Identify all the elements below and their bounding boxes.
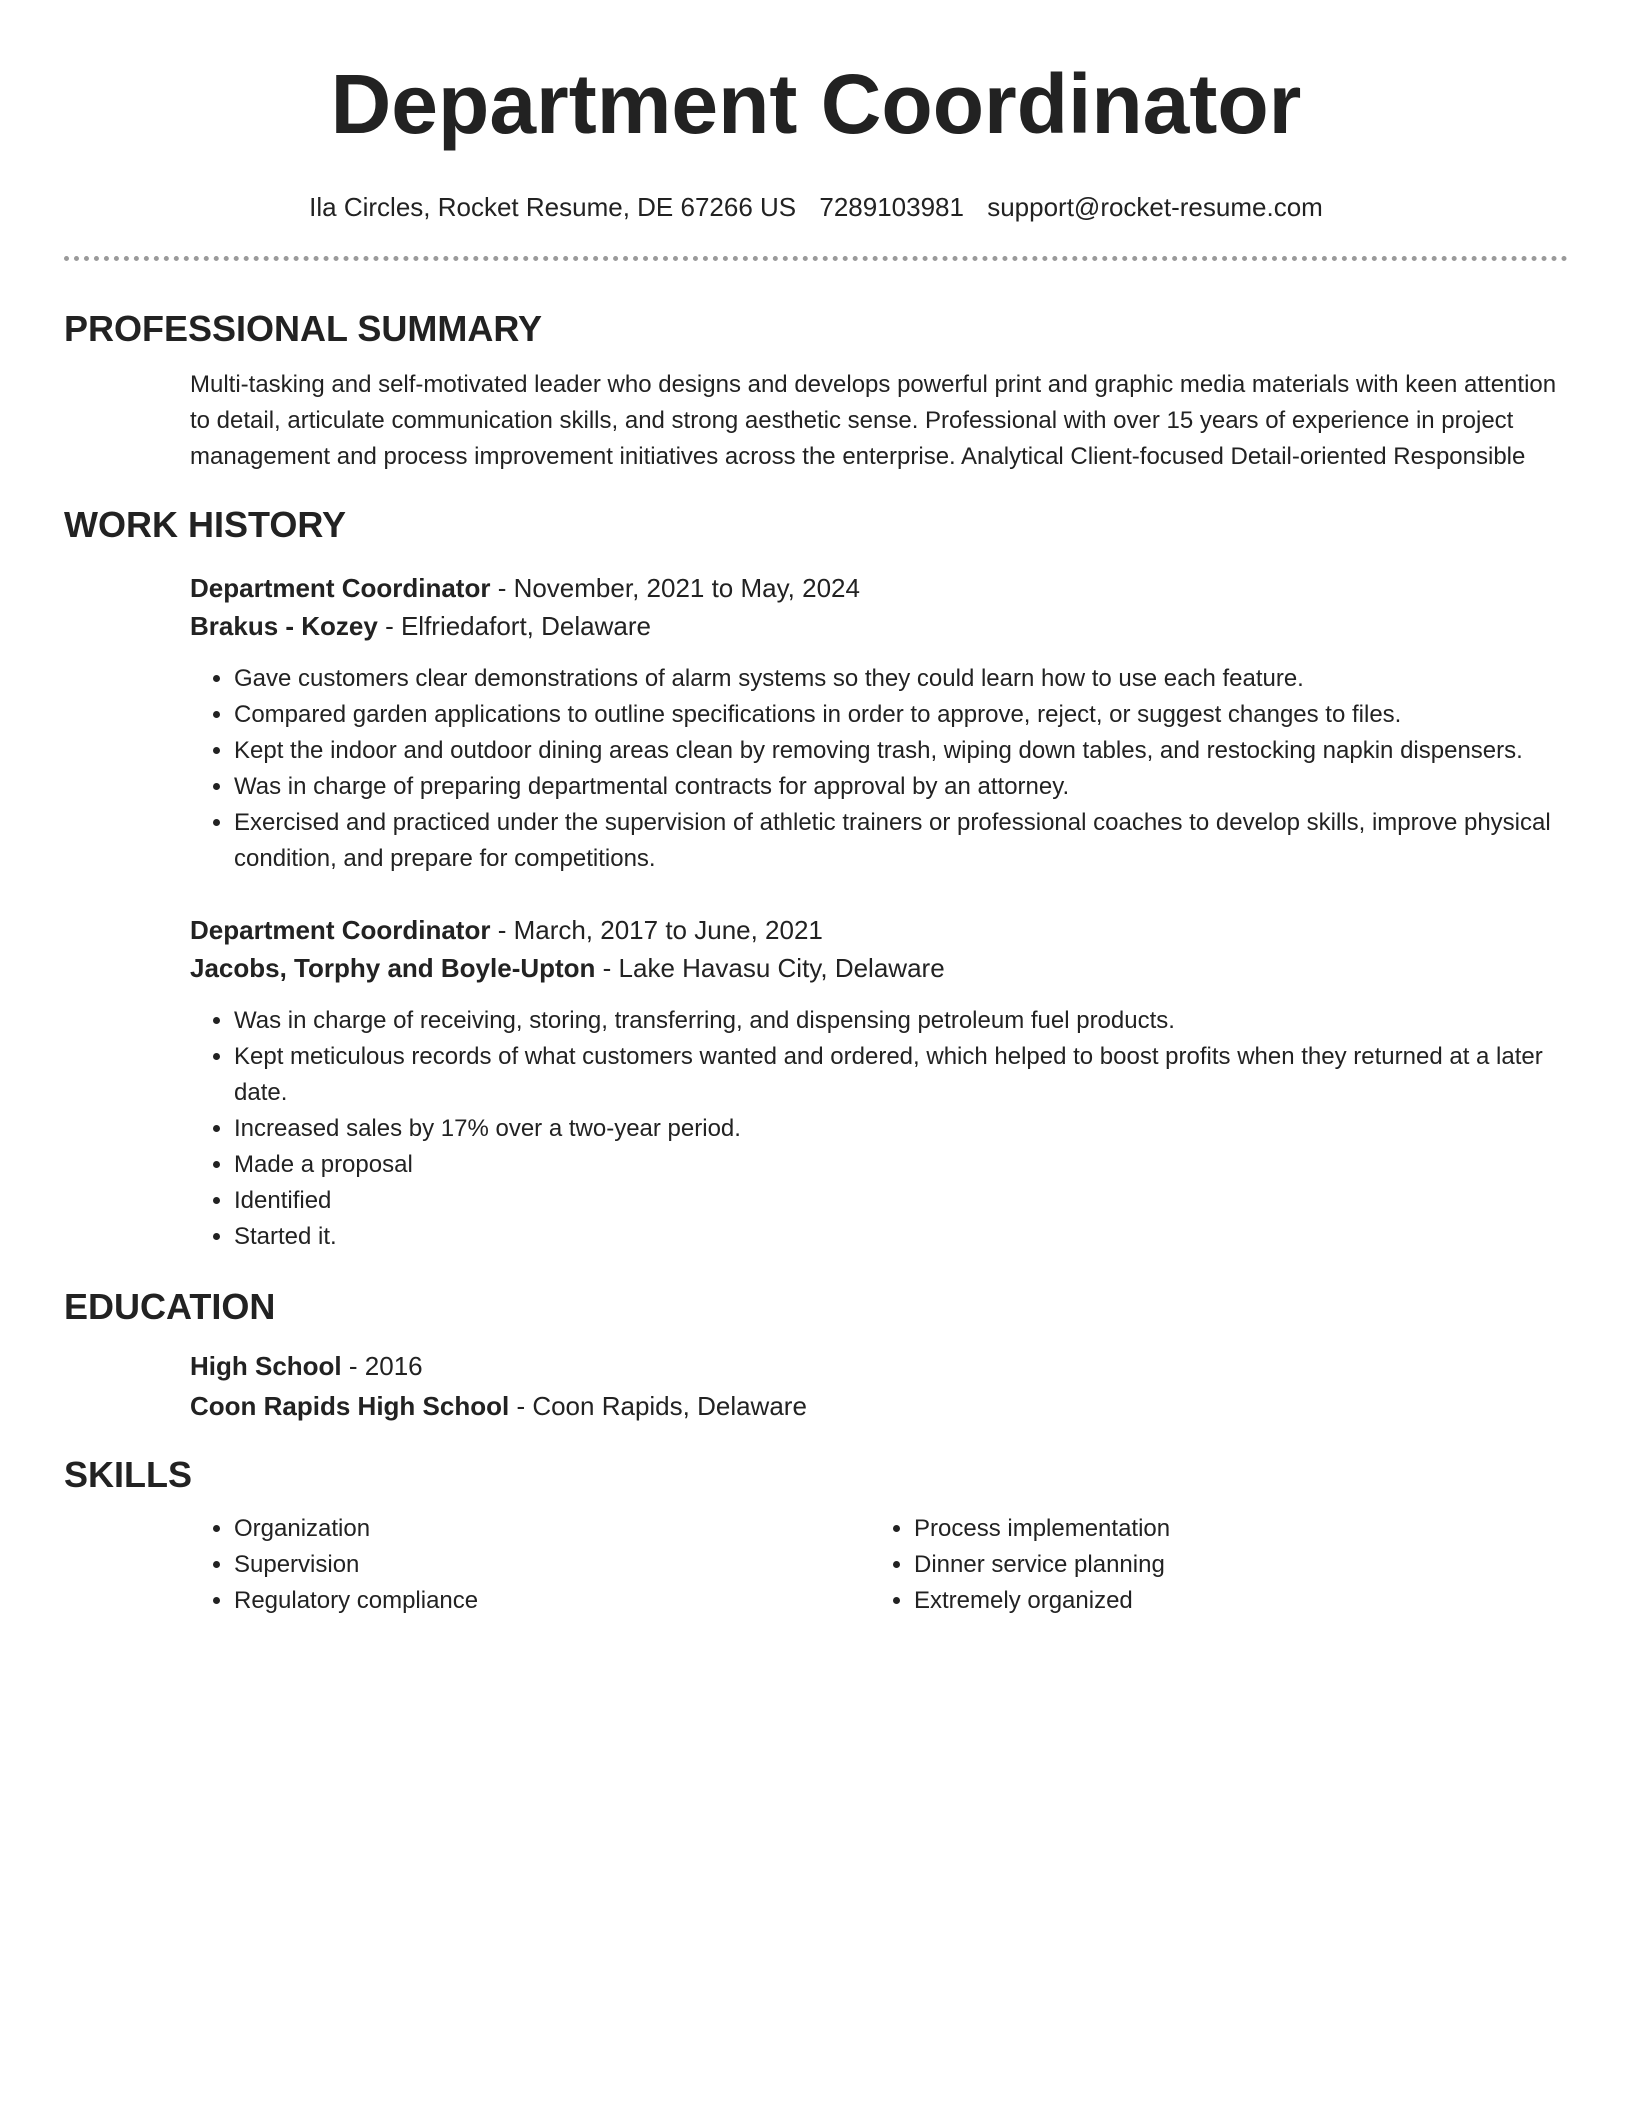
summary-heading: PROFESSIONAL SUMMARY (64, 308, 543, 349)
skill-item: • Regulatory compliance (234, 1583, 870, 1619)
education-degree: High School (190, 1351, 342, 1381)
job-bullets (190, 661, 1568, 877)
job-dates: - March, 2017 to June, 2021 (490, 915, 823, 945)
job-dates: - November, 2021 to May, 2024 (490, 573, 860, 603)
skill-item: • Process implementation (914, 1511, 1550, 1547)
education-year: - 2016 (341, 1351, 423, 1381)
skill-item: • Extremely organized (914, 1583, 1550, 1619)
skills-heading: SKILLS (64, 1454, 193, 1495)
job-title-line (190, 569, 1568, 607)
header-divider (64, 256, 1568, 261)
education-entry (190, 1347, 1568, 1425)
contact-email: support@rocket-resume.com (987, 192, 1323, 222)
job-bullet: • Gave customers clear demonstrations of alarm systems so they could learn how to use each feature. (234, 661, 1568, 697)
job-location: - Lake Havasu City, Delaware (595, 953, 945, 983)
job-location: - Elfriedafort, Delaware (377, 611, 651, 641)
work-history-section (64, 503, 1568, 1255)
resume-page (64, 0, 1568, 1619)
contact-line (64, 190, 1568, 224)
skills-list-left (190, 1511, 870, 1619)
job-entry (190, 911, 1568, 1255)
education-location: - Coon Rapids, Delaware (509, 1391, 807, 1421)
candidate-name: Department Coordinator (330, 57, 1302, 151)
job-company-line (190, 607, 1568, 645)
job-bullet: • Increased sales by 17% over a two-year period. (234, 1111, 1568, 1147)
skills-section (64, 1453, 1568, 1619)
job-company: Jacobs, Torphy and Boyle-Upton (190, 953, 596, 983)
job-bullet: • Started it. (234, 1219, 1568, 1255)
summary-section (64, 307, 1568, 475)
job-role: Department Coordinator (190, 573, 491, 603)
education-school: Coon Rapids High School (190, 1391, 510, 1421)
skills-column-left (190, 1511, 870, 1619)
job-bullet: • Kept meticulous records of what customers wanted and ordered, which helped to boost profits when they returned at a later date. (234, 1039, 1568, 1111)
contact-phone: 7289103981 (819, 192, 964, 222)
education-school-line (190, 1387, 1568, 1425)
job-bullet: • Made a proposal (234, 1147, 1568, 1183)
skills-grid (190, 1511, 1568, 1619)
skill-item: • Dinner service planning (914, 1547, 1550, 1583)
job-title-line (190, 911, 1568, 949)
job-company: Brakus - Kozey (190, 611, 378, 641)
education-degree-line (190, 1347, 1568, 1385)
education-heading: EDUCATION (64, 1286, 276, 1327)
skills-list-right (870, 1511, 1550, 1619)
job-bullet: • Was in charge of receiving, storing, transferring, and dispensing petroleum fuel products. (234, 1003, 1568, 1039)
job-entry (190, 569, 1568, 877)
work-history-heading: WORK HISTORY (64, 504, 347, 545)
job-bullet: • Was in charge of preparing departmental contracts for approval by an attorney. (234, 769, 1568, 805)
job-bullet: • Compared garden applications to outline specifications in order to approve, reject, or suggest changes to files. (234, 697, 1568, 733)
skill-item: • Organization (234, 1511, 870, 1547)
job-company-line (190, 949, 1568, 987)
contact-address: Ila Circles, Rocket Resume, DE 67266 US (309, 192, 797, 222)
job-bullet: • Exercised and practiced under the supervision of athletic trainers or professional coaches to develop skills, improve physical condition, and prepare for competitions. (234, 805, 1568, 877)
job-bullets (190, 1003, 1568, 1255)
skill-item: • Supervision (234, 1547, 870, 1583)
job-bullet: • Kept the indoor and outdoor dining areas clean by removing trash, wiping down tables, and restocking napkin dispensers. (234, 733, 1568, 769)
job-bullet: • Identified (234, 1183, 1568, 1219)
skills-column-right (870, 1511, 1550, 1619)
education-section (64, 1285, 1568, 1425)
summary-text: Multi-tasking and self-motivated leader who designs and develops powerful print and graphic media materials with keen attention to detail, articulate communication skills, and strong aesthetic sense. Professional with over 15 years of experience in project management and process improvement initiatives across the enterprise. Analytical Client-focused Detail-oriented Responsible (190, 371, 1557, 470)
job-role: Department Coordinator (190, 915, 491, 945)
